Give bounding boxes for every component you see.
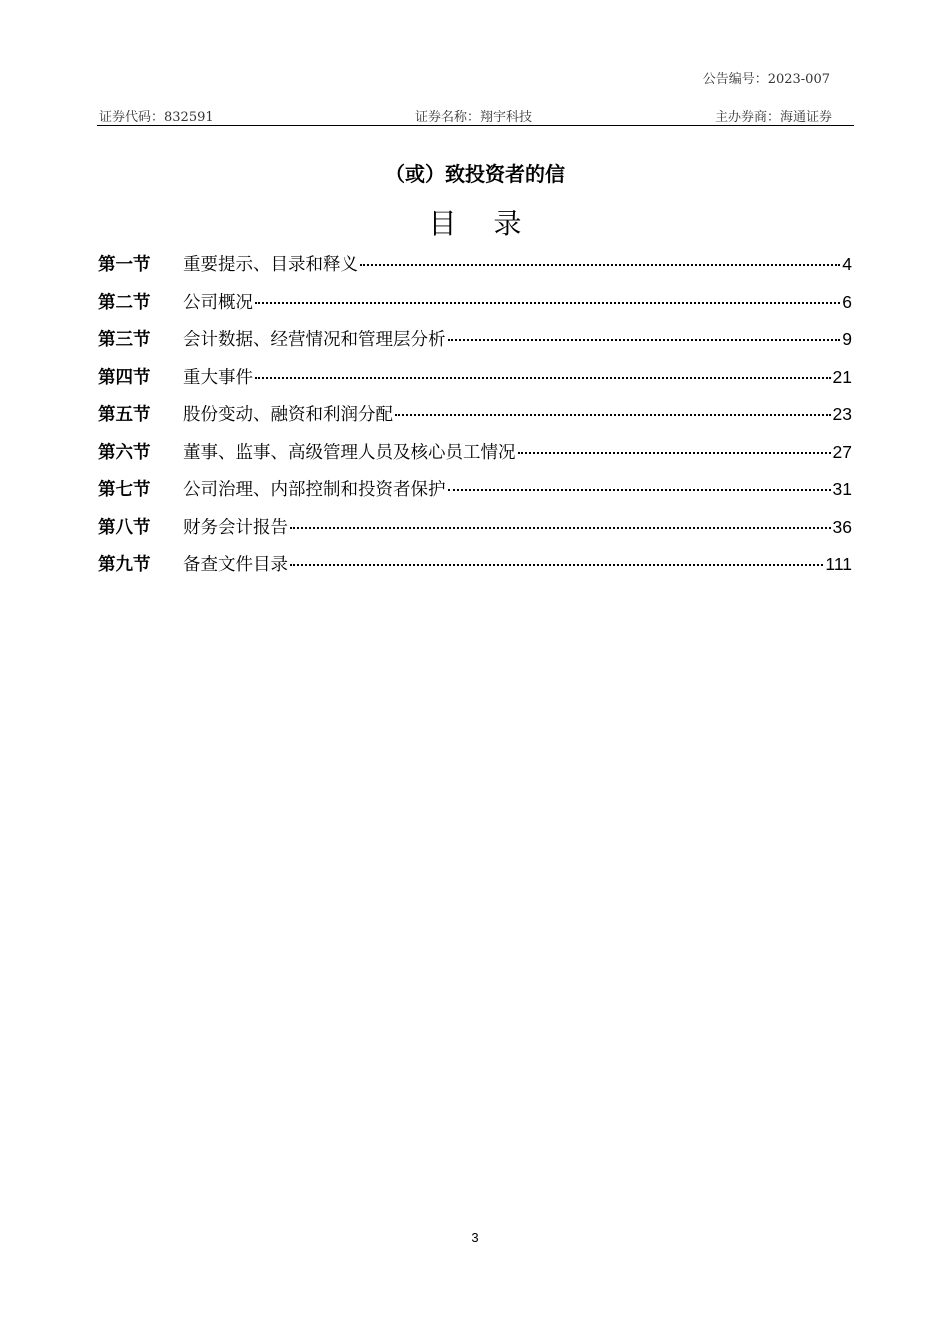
toc-page-number: 111 (825, 554, 852, 574)
toc-section-number: 第五节 (98, 405, 151, 425)
toc-section-number: 第九节 (98, 555, 151, 575)
sponsor-broker: 主办券商：海通证券 (714, 110, 832, 125)
toc-entry[interactable] (98, 476, 852, 514)
toc-section-number: 第六节 (98, 442, 151, 463)
toc-leader-dots (290, 527, 831, 529)
announcement-number: 公告编号：2023-007 (702, 72, 830, 87)
toc-section-title: 会计数据、经营情况和管理层分析 (183, 330, 446, 350)
toc-entry[interactable] (98, 326, 852, 364)
toc-entry[interactable] (98, 251, 852, 289)
toc-leader-dots (395, 414, 831, 416)
toc-section-title: 董事、监事、高级管理人员及核心员工情况 (183, 442, 516, 463)
toc-section-title: 公司治理、内部控制和投资者保护 (183, 480, 446, 500)
toc-leader-dots (518, 452, 831, 454)
toc-section-title: 重要提示、目录和释义 (183, 255, 358, 275)
letter-to-investors-title: （或）致投资者的信 (385, 162, 565, 186)
toc-leader-dots (448, 489, 831, 491)
toc-leader-dots (255, 302, 840, 304)
toc-section-number: 第四节 (98, 367, 151, 388)
toc-leader-dots (448, 339, 841, 341)
toc-page-number: 9 (842, 329, 852, 349)
toc-page-number: 23 (832, 404, 852, 424)
toc-title: 目 录 (428, 207, 536, 240)
toc-entry[interactable] (98, 439, 852, 477)
toc-page-number: 6 (842, 291, 852, 312)
toc-entry[interactable] (98, 289, 852, 327)
toc-entry[interactable] (98, 364, 852, 402)
toc-leader-dots (360, 264, 840, 266)
toc-page-number: 27 (832, 441, 852, 462)
toc-page-number: 21 (832, 366, 852, 387)
toc-page-number: 36 (832, 516, 852, 537)
toc-section-number: 第八节 (98, 517, 151, 538)
toc-section-title: 财务会计报告 (183, 517, 288, 538)
security-code: 证券代码：832591 (99, 110, 214, 125)
toc-entry[interactable] (98, 514, 852, 552)
toc-section-number: 第二节 (98, 292, 151, 313)
toc-page-number: 31 (832, 479, 852, 499)
toc-section-number: 第七节 (98, 480, 151, 500)
toc-section-title: 重大事件 (183, 367, 253, 388)
toc-page-number: 4 (842, 254, 852, 274)
toc-leader-dots (290, 564, 823, 566)
toc-leader-dots (255, 377, 831, 379)
toc-entry[interactable] (98, 401, 852, 439)
table-of-contents (98, 251, 852, 589)
security-name: 证券名称：翔宇科技 (415, 110, 533, 125)
page-number: 3 (471, 1230, 479, 1245)
toc-section-title: 股份变动、融资和利润分配 (183, 405, 393, 425)
toc-section-title: 备查文件目录 (183, 555, 288, 575)
toc-section-number: 第三节 (98, 330, 151, 350)
toc-section-title: 公司概况 (183, 292, 253, 313)
toc-section-number: 第一节 (98, 255, 151, 275)
toc-entry[interactable] (98, 551, 852, 589)
document-header (97, 104, 854, 126)
